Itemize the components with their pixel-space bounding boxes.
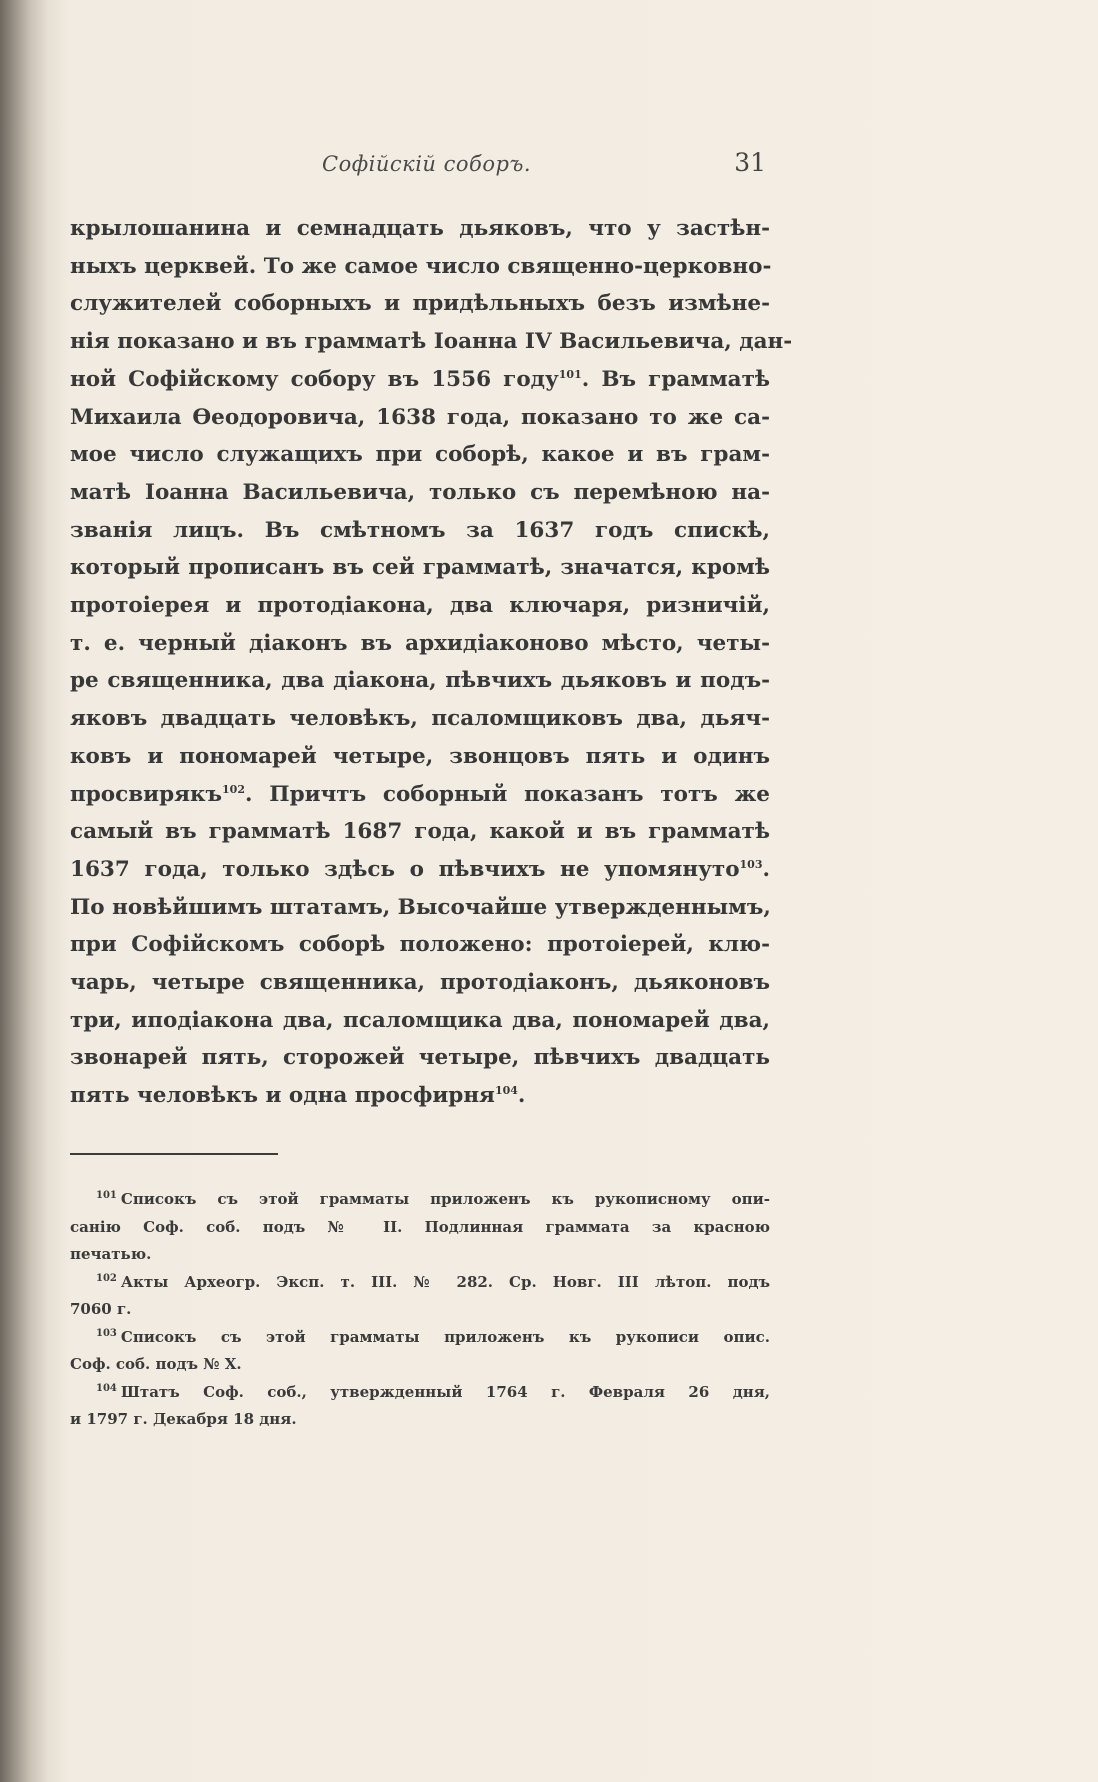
text-line-content: чарь, четыре священника, протодіаконъ, дьяконовъ	[70, 970, 770, 996]
page-header	[60, 148, 770, 188]
text-line-content: званія лицъ. Въ смѣтномъ за 1637 годъ спискѣ,	[70, 517, 770, 543]
footnote-text: Штатъ Соф. соб., утвержденный 1764 г. Февраля 26 дня,	[120, 1382, 770, 1401]
text-line	[70, 889, 770, 927]
text-line-content: 1637 года, только здѣсь о пѣвчихъ не упомянуто	[70, 856, 740, 882]
text-line-content: мое число служащихъ при соборѣ, какое и въ грам-	[70, 442, 770, 468]
footnote-text: и 1797 г. Декабря 18 дня.	[70, 1410, 297, 1428]
text-line-content: три, иподіакона два, псаломщика два, пономарей два,	[70, 1007, 770, 1033]
footnote-line	[70, 1214, 770, 1242]
footnote-text: санію Соф. соб. подъ № II. Подлинная граммата за красною	[70, 1217, 770, 1236]
text-line-content: яковъ двадцать человѣкъ, псаломщиковъ два, дьяч-	[70, 706, 770, 732]
text-line-content: протоіерея и протодіакона, два ключаря, ризничій,	[70, 593, 770, 619]
footnote-line	[70, 1296, 770, 1324]
text-line	[70, 776, 770, 814]
text-line-content: крылошанина и семнадцать дьяковъ, что у застѣн-	[70, 216, 770, 241]
text-line	[70, 512, 770, 550]
footnote-reference: 102	[222, 782, 245, 796]
footnotes	[70, 1186, 770, 1434]
footnote-line	[70, 1351, 770, 1379]
text-line-content: нія показано и въ грамматѣ Іоанна IV Васильевича, дан-	[70, 329, 793, 355]
footnote-reference: 104	[494, 1084, 518, 1098]
text-line	[70, 210, 770, 248]
running-title: Софійскій соборъ.	[322, 152, 532, 176]
text-line-content: самый въ грамматѣ 1687 года, какой и въ грамматѣ	[70, 819, 770, 845]
text-line	[70, 851, 770, 889]
text-line	[70, 700, 770, 738]
footnote-text: Акты Археогр. Эксп. т. III. № 282. Ср. Новг. III лѣтоп. подъ	[120, 1272, 770, 1291]
footnote-line	[70, 1406, 770, 1434]
footnote-text: Списокъ съ этой грамматы приложенъ къ рукописи опис.	[120, 1327, 770, 1346]
text-line-content: ныхъ церквей. То же самое число священно-церковно-	[70, 253, 772, 279]
text-line-content: звонарей пять, сторожей четыре, пѣвчихъ двадцать	[70, 1045, 770, 1071]
footnote-text: 7060 г.	[70, 1300, 132, 1318]
footnote-mark: 102	[96, 1272, 117, 1284]
footnote-mark: 104	[96, 1382, 117, 1394]
page-number: 31	[734, 148, 766, 177]
footnote-line	[70, 1269, 770, 1297]
text-line	[70, 285, 770, 323]
text-line	[70, 1077, 770, 1115]
text-line	[70, 361, 770, 399]
text-line-content: ковъ и пономарей четыре, звонцовъ пять и одинъ	[70, 743, 770, 769]
main-text	[70, 210, 793, 1115]
text-line	[70, 625, 770, 663]
footnote-line	[70, 1324, 770, 1352]
footnote-line	[70, 1379, 770, 1407]
text-line-tail: . Причтъ соборный показанъ тотъ же	[245, 781, 770, 807]
footnote-line	[70, 1186, 770, 1214]
text-line	[70, 587, 770, 625]
text-line	[70, 738, 770, 776]
footnote-mark: 103	[96, 1327, 117, 1339]
footnote-text: печатью.	[70, 1245, 152, 1263]
text-line-content: ре священника, два діакона, пѣвчихъ дьяковъ и подъ-	[70, 668, 770, 694]
text-line	[70, 964, 770, 1002]
text-line-content: матѣ Іоанна Васильевича, только съ перемѣною на-	[70, 479, 770, 505]
text-line	[70, 549, 770, 587]
footnote-divider	[70, 1153, 278, 1155]
footnote-text: Списокъ съ этой грамматы приложенъ къ рукописному опи-	[120, 1190, 770, 1208]
text-line-content: Михаила Ѳеодоровича, 1638 года, показано то же са-	[70, 404, 770, 430]
text-line-content: служителей соборныхъ и придѣльныхъ безъ измѣне-	[70, 291, 770, 317]
text-line	[70, 662, 770, 700]
text-line-tail: .	[517, 1083, 526, 1109]
footnote-reference: 101	[558, 367, 582, 381]
text-line-content: ной Софійскому собору въ 1556 году	[70, 366, 559, 392]
text-line-content: при Софійскомъ соборѣ положено: протоіерей, клю-	[70, 932, 770, 958]
text-line-content: По новѣйшимъ штатамъ, Высочайше утвержденнымъ,	[70, 894, 771, 920]
text-line	[70, 813, 770, 851]
text-line	[70, 399, 770, 437]
footnote-reference: 103	[739, 857, 763, 871]
text-line-content: т. е. черный діаконъ въ архидіаконово мѣсто, четы-	[70, 630, 770, 656]
text-line-tail: .	[762, 856, 770, 882]
text-line	[70, 926, 770, 964]
text-line-tail: . Въ грамматѣ	[581, 366, 771, 392]
text-line	[70, 1039, 770, 1077]
text-line	[70, 474, 770, 512]
text-line	[70, 248, 770, 286]
footnote-mark: 101	[96, 1190, 117, 1201]
text-line	[70, 436, 770, 474]
text-line-content: который прописанъ въ сей грамматѣ, значатся, кромѣ	[70, 555, 770, 581]
text-line-content: пять человѣкъ и одна просфирня	[70, 1083, 495, 1109]
footnote-line	[70, 1241, 770, 1269]
footnote-text: Соф. соб. подъ № X.	[70, 1355, 242, 1373]
text-line	[70, 1002, 770, 1040]
text-line-content: просвирякъ	[70, 781, 223, 807]
text-line	[70, 323, 793, 361]
